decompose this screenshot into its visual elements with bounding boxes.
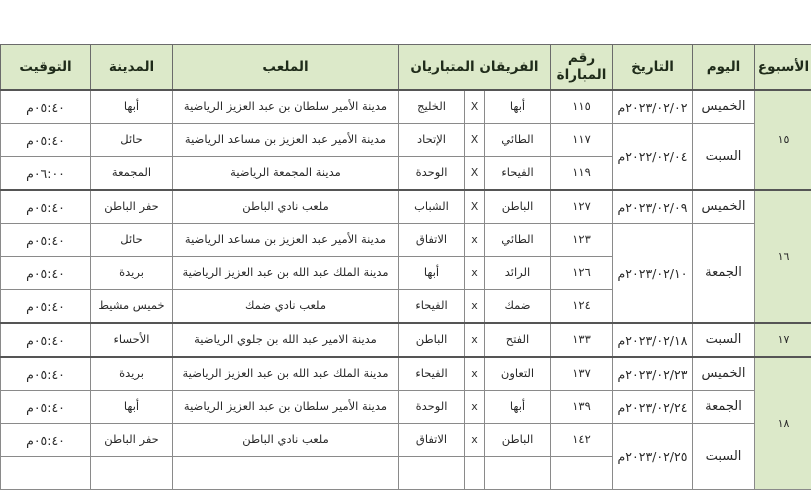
away-team-cell: الفيحاء	[399, 357, 465, 391]
col-day: اليوم	[693, 45, 755, 91]
table-row	[1, 190, 811, 224]
match-no-cell: ١٢٣	[551, 224, 613, 257]
day-cell: الخميس	[693, 357, 755, 391]
city-cell: خميس مشيط	[91, 290, 173, 324]
date-cell: ٢٠٢٣/٠٢/٠٢م	[613, 90, 693, 124]
time-cell: ٠٥:٤٠م	[1, 190, 91, 224]
day-cell: السبت	[693, 124, 755, 191]
date-cell: ٢٠٢٣/٠٢/٢٤م	[613, 391, 693, 424]
match-no-cell: ١١٧	[551, 124, 613, 157]
time-cell: ٠٥:٤٠م	[1, 357, 91, 391]
home-team-cell: الفيحاء	[485, 157, 551, 191]
time-cell: ٠٥:٤٠م	[1, 323, 91, 357]
stadium-cell: مدينة المجمعة الرياضية	[173, 157, 399, 191]
day-cell: الخميس	[693, 90, 755, 124]
time-cell: ٠٥:٤٠م	[1, 257, 91, 290]
time-cell: ٠٥:٤٠م	[1, 391, 91, 424]
match-no-cell: ١٢٧	[551, 190, 613, 224]
table-row	[1, 357, 811, 391]
versus-cell	[465, 457, 485, 490]
stadium-cell: مدينة الأمير سلطان بن عبد العزيز الرياضية	[173, 90, 399, 124]
city-cell	[91, 457, 173, 490]
away-team-cell	[399, 457, 465, 490]
match-no-cell: ١٢٤	[551, 290, 613, 324]
day-cell: الجمعة	[693, 391, 755, 424]
city-cell: أبها	[91, 90, 173, 124]
week-cell: ١٦	[755, 190, 811, 323]
home-team-cell: الطائي	[485, 124, 551, 157]
home-team-cell: التعاون	[485, 357, 551, 391]
stadium-cell: مدينة الأمير سلطان بن عبد العزيز الرياضية	[173, 391, 399, 424]
away-team-cell: الاتفاق	[399, 224, 465, 257]
city-cell: حفر الباطن	[91, 424, 173, 457]
city-cell: حائل	[91, 124, 173, 157]
stadium-cell: مدينة الامير عبد الله بن جلوي الرياضية	[173, 323, 399, 357]
match-no-cell: ١٣٧	[551, 357, 613, 391]
away-team-cell: الخليج	[399, 90, 465, 124]
match-no-cell: ١٣٩	[551, 391, 613, 424]
match-no-cell: ١١٩	[551, 157, 613, 191]
away-team-cell: أبها	[399, 257, 465, 290]
stadium-cell: ملعب نادي الباطن	[173, 190, 399, 224]
match-no-cell: ١٣٣	[551, 323, 613, 357]
stadium-cell: مدينة الملك عبد الله بن عبد العزيز الرياضية	[173, 357, 399, 391]
table-row	[1, 224, 811, 257]
versus-cell: x	[465, 357, 485, 391]
date-cell: ٢٠٢٣/٠٢/٠٩م	[613, 190, 693, 224]
home-team-cell: الطائي	[485, 224, 551, 257]
col-week: الأسبوع	[755, 45, 811, 91]
versus-cell: x	[465, 391, 485, 424]
city-cell: الأحساء	[91, 323, 173, 357]
table-row	[1, 323, 811, 357]
day-cell: الخميس	[693, 190, 755, 224]
col-city: المدينة	[91, 45, 173, 91]
stadium-cell: مدينة الأمير عبد العزيز بن مساعد الرياضية	[173, 224, 399, 257]
versus-cell: X	[465, 157, 485, 191]
match-no-cell: ١١٥	[551, 90, 613, 124]
versus-cell: X	[465, 124, 485, 157]
stadium-cell: ملعب نادي ضمك	[173, 290, 399, 324]
time-cell: ٠٥:٤٠م	[1, 90, 91, 124]
schedule-page	[31, 0, 811, 470]
away-team-cell: الشباب	[399, 190, 465, 224]
versus-cell: X	[465, 90, 485, 124]
time-cell: ٠٦:٠٠م	[1, 157, 91, 191]
date-cell: ٢٠٢٣/٠٢/٢٥م	[613, 424, 693, 490]
versus-cell: x	[465, 290, 485, 324]
versus-cell: x	[465, 224, 485, 257]
date-cell: ٢٠٢٢/٠٢/٠٤م	[613, 124, 693, 191]
city-cell: المجمعة	[91, 157, 173, 191]
match-no-cell: ١٤٢	[551, 424, 613, 457]
table-row	[1, 90, 811, 124]
away-team-cell: الباطن	[399, 323, 465, 357]
away-team-cell: الإتحاد	[399, 124, 465, 157]
col-teams: الفريقان المتباريان	[399, 45, 551, 91]
header-row	[1, 45, 811, 91]
week-cell: ١٧	[755, 323, 811, 357]
day-cell: السبت	[693, 323, 755, 357]
city-cell: أبها	[91, 391, 173, 424]
home-team-cell: الفتح	[485, 323, 551, 357]
versus-cell: x	[465, 424, 485, 457]
date-cell: ٢٠٢٣/٠٢/٢٣م	[613, 357, 693, 391]
versus-cell: x	[465, 257, 485, 290]
time-cell: ٠٥:٤٠م	[1, 424, 91, 457]
home-team-cell: الباطن	[485, 424, 551, 457]
time-cell: ٠٥:٤٠م	[1, 290, 91, 324]
away-team-cell: الفيحاء	[399, 290, 465, 324]
stadium-cell: مدينة الأمير عبد العزيز بن مساعد الرياضية	[173, 124, 399, 157]
time-cell	[1, 457, 91, 490]
time-cell: ٠٥:٤٠م	[1, 224, 91, 257]
away-team-cell: الاتفاق	[399, 424, 465, 457]
home-team-cell: أبها	[485, 90, 551, 124]
time-cell: ٠٥:٤٠م	[1, 124, 91, 157]
home-team-cell	[485, 457, 551, 490]
col-date: التاريخ	[613, 45, 693, 91]
table-row	[1, 424, 811, 457]
home-team-cell: أبها	[485, 391, 551, 424]
city-cell: حائل	[91, 224, 173, 257]
week-cell: ١٨	[755, 357, 811, 490]
away-team-cell: الوحدة	[399, 391, 465, 424]
schedule-table	[0, 44, 811, 490]
versus-cell: X	[465, 190, 485, 224]
day-cell: السبت	[693, 424, 755, 490]
date-cell: ٢٠٢٣/٠٢/١٠م	[613, 224, 693, 324]
home-team-cell: الباطن	[485, 190, 551, 224]
col-time: التوقيت	[1, 45, 91, 91]
home-team-cell: ضمك	[485, 290, 551, 324]
col-stadium: الملعب	[173, 45, 399, 91]
table-row	[1, 391, 811, 424]
week-cell: ١٥	[755, 90, 811, 190]
stadium-cell	[173, 457, 399, 490]
date-cell: ٢٠٢٣/٠٢/١٨م	[613, 323, 693, 357]
match-no-cell	[551, 457, 613, 490]
table-row	[1, 124, 811, 157]
home-team-cell: الرائد	[485, 257, 551, 290]
away-team-cell: الوحدة	[399, 157, 465, 191]
day-cell: الجمعة	[693, 224, 755, 324]
match-no-cell: ١٢٦	[551, 257, 613, 290]
city-cell: بريدة	[91, 357, 173, 391]
stadium-cell: ملعب نادي الباطن	[173, 424, 399, 457]
versus-cell: x	[465, 323, 485, 357]
stadium-cell: مدينة الملك عبد الله بن عبد العزيز الرياضية	[173, 257, 399, 290]
col-match-no: رقم المباراة	[551, 45, 613, 91]
city-cell: حفر الباطن	[91, 190, 173, 224]
city-cell: بريدة	[91, 257, 173, 290]
